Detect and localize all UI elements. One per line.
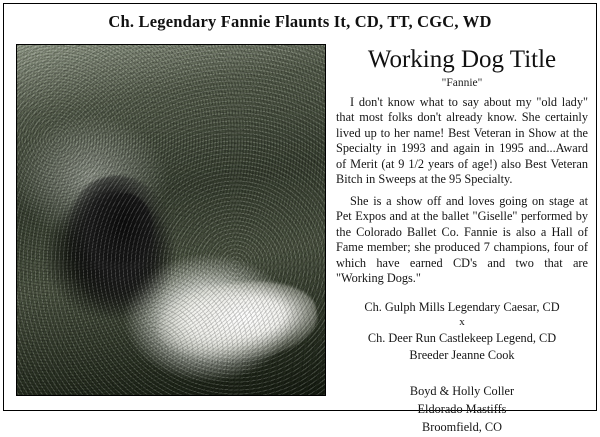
- dog-photo: [16, 44, 326, 396]
- pedigree-block: [336, 299, 588, 366]
- pedigree-sire: Ch. Gulph Mills Legendary Caesar, CD: [364, 299, 560, 314]
- pedigree-breeder: Breeder Jeanne Cook: [409, 348, 515, 363]
- kennel-name: Eldorado Mastiffs: [417, 402, 507, 417]
- photo-grain-overlay: [17, 45, 325, 395]
- owner-location: Broomfield, CO: [422, 419, 502, 434]
- pedigree-dam: Ch. Deer Run Castlekeep Legend, CD: [367, 330, 557, 345]
- owner-block: [336, 383, 588, 436]
- owner-names: Boyd & Holly Coller: [409, 384, 515, 399]
- text-column: [336, 46, 588, 437]
- body-paragraph-1: I don't know what to say about my "old lady" that most folks don't already know. She certainly lived up to her name! Best Veteran in Show at the Specialty in 1993 and again in 1995 and...Award of Merit (at 9 1/2 years of age!) also Best Veteran Bitch in Sweeps at the 95 Specialty.: [336, 94, 588, 187]
- dog-nickname: "Fannie": [441, 76, 483, 89]
- page-title: Ch. Legendary Fannie Flaunts It, CD, TT, CGC, WD: [108, 12, 492, 31]
- working-dog-title: Working Dog Title: [367, 46, 557, 73]
- pedigree-cross: x: [459, 316, 465, 329]
- body-paragraph-2: She is a show off and loves going on stage at Pet Expos and at the ballet "Giselle" performed by the Colorado Ballet Co. Fannie is also a Hall of Fame member; she produced 7 champions, four of which have earned CD's and two that are "Working Dogs.": [336, 193, 588, 286]
